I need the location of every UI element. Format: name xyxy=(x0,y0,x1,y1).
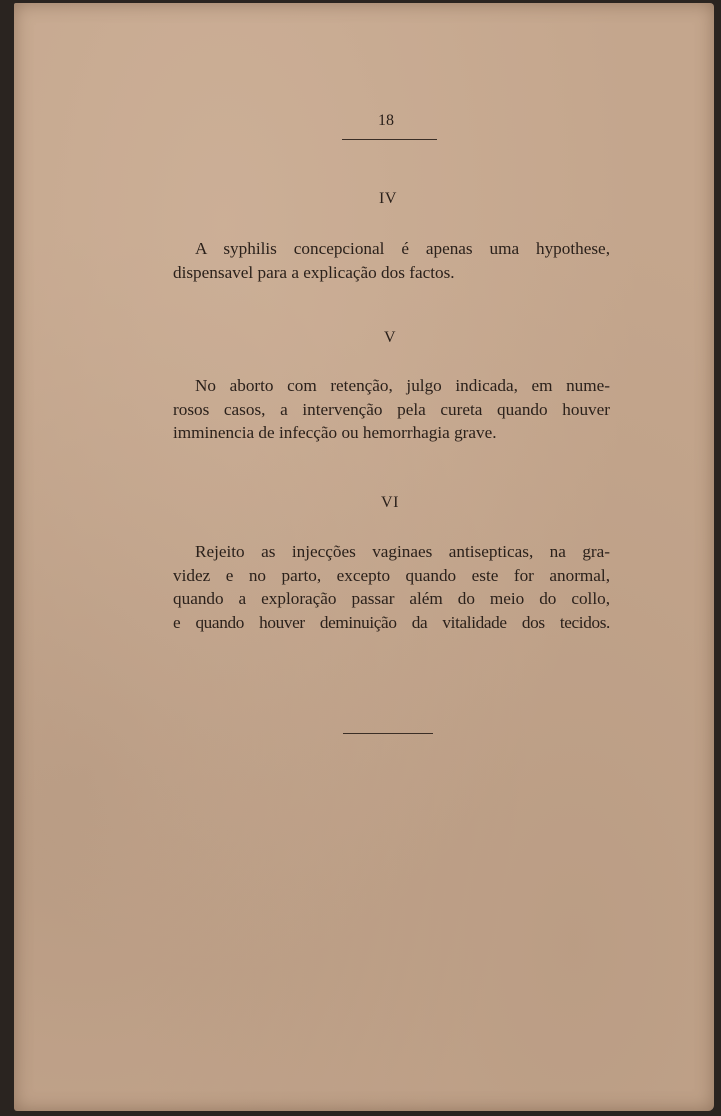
paragraph-line: No aborto com retenção, julgo indicada, em nume- xyxy=(195,376,610,395)
header-rule xyxy=(342,139,437,140)
section-iv-paragraph xyxy=(173,237,610,284)
section-heading-v: V xyxy=(383,329,397,346)
paragraph-line: rosos casos, a intervenção pela cureta quando houver xyxy=(173,399,610,419)
page-number: 18 xyxy=(378,112,394,129)
closing-rule xyxy=(343,733,433,734)
paragraph-line: videz e no parto, excepto quando este for anormal, xyxy=(173,565,610,585)
paragraph-line: quando a exploração passar além do meio do collo, xyxy=(173,589,610,608)
section-heading-iv: IV xyxy=(379,190,397,207)
paragraph-line: dispensavel para a explicação dos factos. xyxy=(173,262,455,282)
section-vi-paragraph xyxy=(173,540,610,634)
paragraph-line: e quando houver deminuição da vitalidade dos tecidos. xyxy=(173,612,610,632)
paragraph-line: imminencia de infecção ou hemorrhagia grave. xyxy=(173,423,497,442)
paragraph-line: Rejeito as injecções vaginaes antisepticas, na gra- xyxy=(195,542,610,561)
section-v-paragraph xyxy=(173,374,610,445)
section-heading-vi: VI xyxy=(381,494,399,511)
paragraph-line: A syphilis concepcional é apenas uma hypothese, xyxy=(195,239,610,258)
